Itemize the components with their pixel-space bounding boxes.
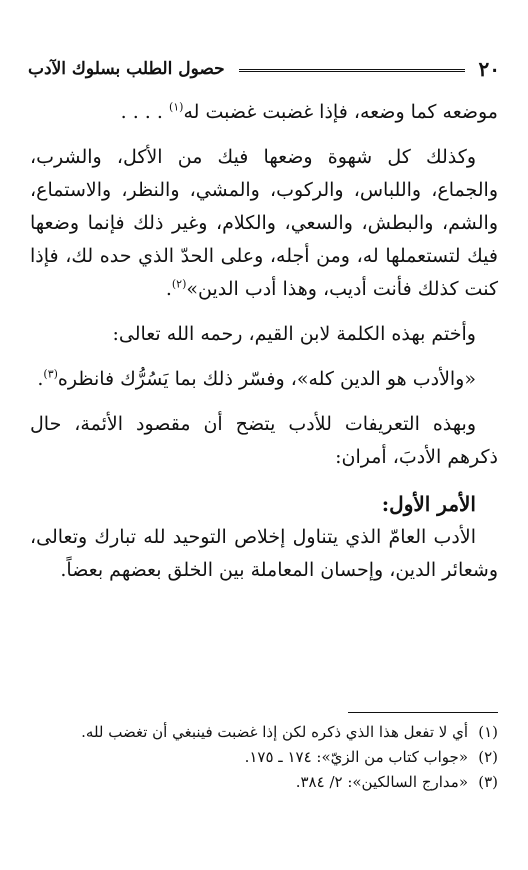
footnote-mark: (٣) [478,773,498,791]
paragraph-2-end: . [165,278,172,300]
footnote-mark: (٢) [478,748,498,766]
footnote-ref-3: (٣) [43,367,58,381]
paragraph-3: وأختم بهذه الكلمة لابن القيم، رحمه الله تعالى: [112,323,476,345]
footnote-3 [30,770,498,795]
page-number: ٢٠ [478,57,500,81]
paragraph-1-end: . . . . [120,101,169,123]
quote-end: . [37,368,44,390]
footnote-ref-2: (٢) [171,277,187,291]
footnote-text: «جواب كتاب من الزيّ»: ١٧٤ ـ ١٧٥. [244,748,468,766]
footnote-2 [30,745,498,770]
paragraph-5: وبهذه التعريفات للأدب يتضح أن مقصود الأئمة، حال ذكرهم الأدبَ، أمران: [30,413,498,468]
footnote-text: «مدارج السالكين»: ٢/ ٣٨٤. [295,773,468,791]
paragraph-2-text: وكذلك كل شهوة وضعها فيك من الأكل، والشرب، والجماع، واللباس، والركوب، والمشي، والنظر، والاستماع، والشم، والبطش، والسعي، والكلام، وغير ذلك فإنما وضعها فيك لتستعملها له، ومن أجله، وعلى الحدّ الذي حده لك، فإذا كنت كذلك فأنت أديب، وهذا أدب الدين» [30,146,498,300]
header-rule [239,69,465,72]
footnote-1 [30,720,498,745]
paragraph-2 [30,141,498,306]
running-title: حصول الطلب بسلوك الآدب [28,59,225,79]
footnotes [30,720,498,795]
footnote-mark: (١) [478,723,498,741]
paragraph-6: الأدب العامّ الذي يتناول إخلاص التوحيد لله تبارك وتعالى، وشعائر الدين، وإحسان المعاملة بين الخلق بعضهم بعضاً. [30,526,498,581]
quote-text: «والأدب هو الدين كله»، وفسّر ذلك بما يَسُرُّك فانظره [57,368,476,390]
paragraph-1-text: موضعه كما وضعه، فإذا غضبت غضبت له [183,101,498,123]
footnote-rule [348,712,498,713]
footnote-ref-1: (١) [168,100,184,114]
section-heading: الأمر الأول: [381,492,476,516]
quote-paragraph [30,363,498,396]
body-text [30,96,498,587]
footnote-text: أي لا تفعل هذا الذي ذكره لكن إذا غضبت فينبغي أن تغضب لله. [81,723,468,741]
page-header [28,52,500,86]
paragraph-1 [30,96,498,129]
